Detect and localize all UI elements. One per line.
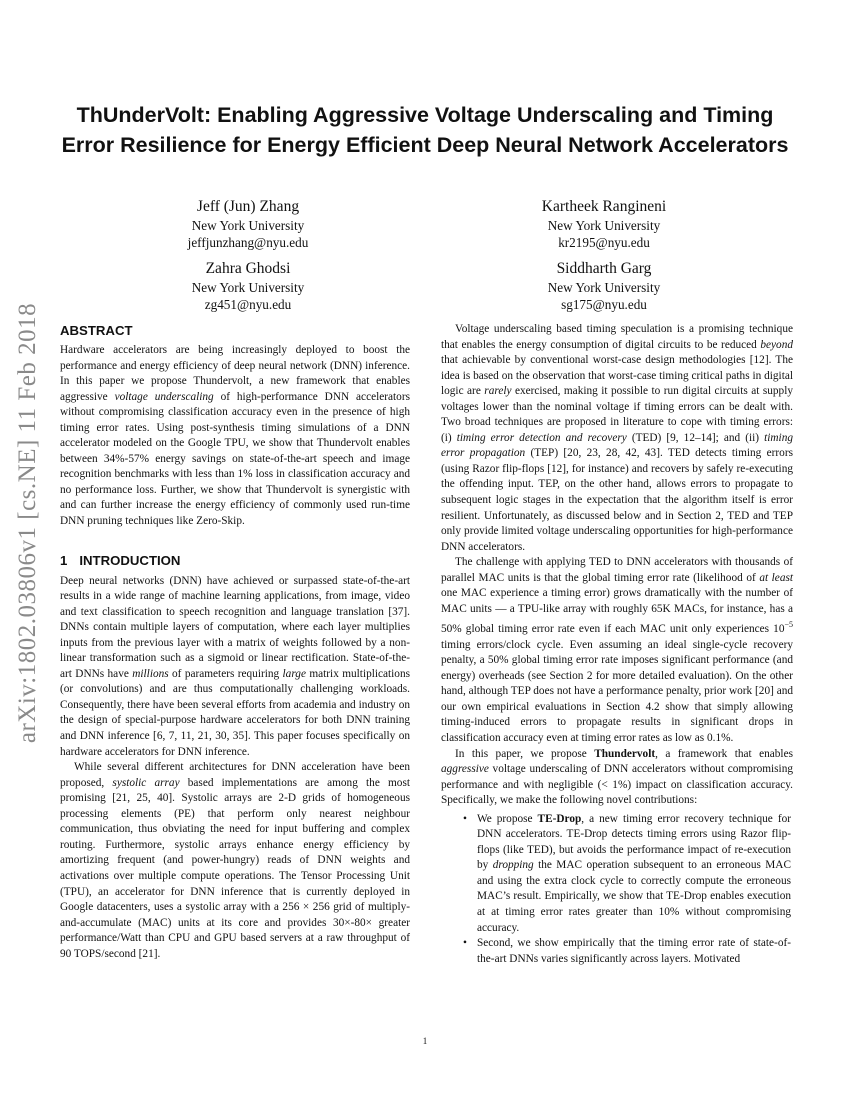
list-item: • Second, we show empirically that the timing error rate of state-of-the-art DNNs varies significantly across layers. Motivated bbox=[463, 937, 791, 965]
author-email: sg175@nyu.edu bbox=[561, 297, 647, 312]
body-paragraph: In this paper, we propose Thundervolt, a framework that enables aggressive voltage underscaling of DNN accelerators without compromising performance and with negligible (< 1%) impact on classification accuracy. Specifically, we make the following novel contributions: bbox=[441, 747, 793, 807]
section-title: INTRODUCTION bbox=[79, 552, 181, 568]
abstract-heading: ABSTRACT bbox=[60, 323, 133, 338]
bullet-icon: • bbox=[463, 937, 467, 950]
intro-paragraph: Deep neural networks (DNN) have achieved or surpassed state-of-the-art results in a wide range of machine learning applications, from image, video and text classification to speech recognition and language translation [37]. DNNs contain multiple layers of computation, where each layer multiplies inputs from the previous layer with a matrix of weights followed by a non-linear transformation such as a sigmoid or linear rectification. State-of-the-art DNNs have millions of parameters requiring large matrix multiplications (or convolutions) and are thus computationally challenging workloads. Consequently, there have been several efforts from academia and industry on the design of special-purpose hardware accelerators for both DNN training and DNN inference [6, 7, 11, 21, 30, 35]. This paper focuses specifically on hardware accelerators for DNN inference. bbox=[60, 574, 411, 758]
author-email: kr2195@nyu.edu bbox=[558, 235, 650, 250]
author-block bbox=[118, 196, 378, 251]
author-affiliation: New York University bbox=[547, 280, 661, 295]
section-number: 1 bbox=[60, 552, 68, 568]
author-block bbox=[474, 258, 734, 313]
introduction-heading bbox=[60, 552, 410, 570]
author-affiliation: New York University bbox=[191, 218, 305, 233]
author-name: Jeff (Jun) Zhang bbox=[196, 198, 300, 215]
left-column bbox=[60, 322, 410, 962]
arxiv-stamp bbox=[6, 295, 50, 750]
body-paragraph: The challenge with applying TED to DNN accelerators with thousands of parallel MAC units is that the global timing error rate (likelihood of at least one MAC experience a timing error) grows dramatically with the number of MAC units — a TPU-like array with roughly 65K MACs, for instance, has a 50% global timing error rate even if each MAC unit only experiences $10^{-5}$ timing errors/clock cycle. Even assuming an ideal single-cycle recovery penalty, a 50% global timing error rate imposes significant performance (and energy) overheads (see Section 2 for more detailed evaluation). On the other hand, although TEP does not have a performance penalty, prior work [20] and our own empirical evaluations in Section 4.2 show that simply allowing timing-induced errors to propagate results in significant drops in classification accuracy even at timing error rates as low as 0.1%. bbox=[441, 556, 794, 744]
arxiv-stamp-text: arXiv:1802.03806v1 [cs.NE] 11 Feb 2018 bbox=[14, 302, 41, 743]
author-email: zg451@nyu.edu bbox=[204, 297, 292, 312]
author-name: Zahra Ghodsi bbox=[205, 260, 291, 277]
body-paragraph: Voltage underscaling based timing speculation is a promising technique that enables the energy consumption of digital circuits to be reduced beyond that achievable by conventional worst-case design methodologies [12]. The idea is based on the observation that worst-case timing critical paths in digital logic are rarely exercised, making it possible to run digital circuits at supply voltages lower than the nominal voltage if timing errors can be dealt with. Two broad techniques are proposed in literature to cope with timing errors: (i) timing error detection and recovery (TED) [9, 12–14]; and (ii) timing error propagation (TEP) [20, 23, 28, 42, 43]. TED detects timing errors (using Razor flip-flops [12], for instance) and recovers by safely re-executing the offending input. TEP, on the other hand, allows errors to propagate to subsequent logic stages in the expectation that the algorithm itself is error resilient. Unfortunately, as discussed below and in Section 2, TED and TEP only provide limited voltage underscaling opportunities for high-performance DNN accelerators. bbox=[441, 323, 793, 553]
author-email: jeffjunzhang@nyu.edu bbox=[187, 235, 309, 250]
author-block bbox=[474, 196, 734, 251]
paper-title: ThUnderVolt: Enabling Aggressive Voltage Underscaling and Timing Error Resilience for Energy Efficient Deep Neural Network Accelerators bbox=[61, 103, 789, 157]
bullet-icon: • bbox=[463, 812, 467, 825]
author-name: Siddharth Garg bbox=[556, 260, 652, 277]
author-affiliation: New York University bbox=[547, 218, 661, 233]
author-name: Kartheek Rangineni bbox=[541, 198, 667, 215]
list-item: • We propose TE-Drop, a new timing error recovery technique for DNN accelerators. TE-Drop detects timing errors using Razor flip-flops (like TED), but avoids the performance impact of re-execution by dropping the MAC operation subsequent to an erroneous MAC and using the extra clock cycle to correctly compute the erroneous MAC’s result. Empirically, we show that TE-Drop enables execution at at timing error rates greater than 10% without compromising accuracy. bbox=[463, 812, 791, 934]
abstract-paragraph: Hardware accelerators are being increasingly deployed to boost the performance and energy efficiency of deep neural network (DNN) inference. In this paper we propose Thundervolt, a new framework that enables aggressive voltage underscaling of high-performance DNN accelerators without compromising classification accuracy even in the presence of high timing error rates. Using post-synthesis timing simulations of a DNN accelerator modeled on the Google TPU, we show that Thundervolt enables between 34%-57% energy savings on state-of-the-art speech and image recognition benchmarks with less than 1% loss in classification accuracy and no performance loss. Further, we show that Thundervolt is synergistic with and can further increase the energy efficiency of commonly used run-time DNN pruning techniques like Zero-Skip. bbox=[60, 344, 410, 528]
author-affiliation: New York University bbox=[191, 280, 305, 295]
author-block bbox=[118, 258, 378, 313]
page-number: 1 bbox=[422, 1036, 428, 1046]
contributions-list bbox=[441, 812, 793, 967]
right-column bbox=[441, 322, 793, 967]
intro-paragraph: While several different architectures for DNN acceleration have been proposed, systolic array based implementations are among the most promising [21, 25, 40]. Systolic arrays are 2-D grids of homogeneous processing elements (PE) that perform only nearest neighbour communication, thus obviating the need for input buffering and complex routing. Furthermore, systolic arrays enhance energy efficiency by amortizing frequent (and power-hungry) reads of DNN weights and activations over multiple compute operations. The Tensor Processing Unit (TPU), an accelerator for DNN inference that is currently deployed in Google datacenters, uses a systolic array with a 256 × 256 grid of multiply-and-accumulate (MAC) units at its core and provides 30×-80× greater performance/Watt than CPU and GPU based servers at a raw throughput of 90 TOPS/second [21]. bbox=[60, 761, 410, 960]
